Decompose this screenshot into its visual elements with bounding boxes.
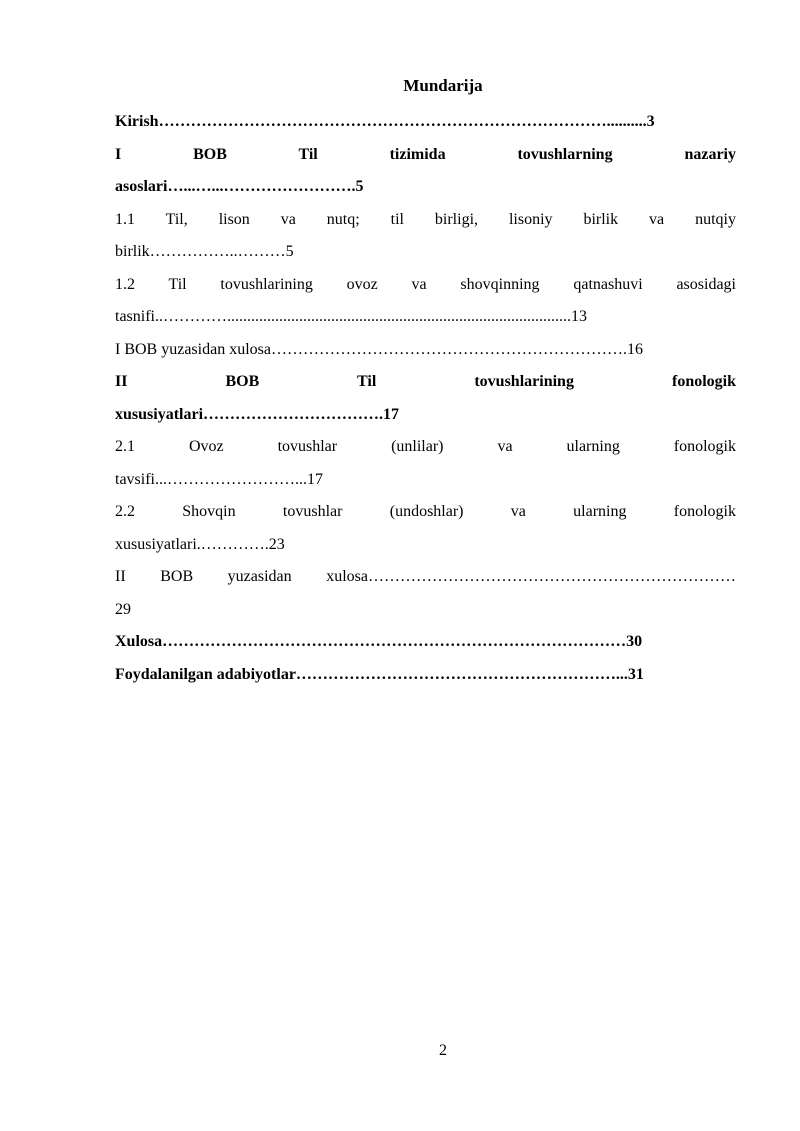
toc-line-7: tasnifi..…………......................................................................................13 [115, 308, 587, 325]
toc-line-5: birlik……………..………5 [115, 243, 294, 260]
toc-line-11: 2.1 Ovoz tovushlar (unlilar) va ularning fonologik [115, 438, 736, 455]
toc-line-13: 2.2 Shovqin tovushlar (undoshlar) va ularning fonologik [115, 503, 736, 520]
page-title: Mundarija [403, 76, 483, 95]
toc-line-16: 29 [115, 600, 131, 618]
toc-line-12: tavsifi...……………………...17 [115, 470, 323, 488]
table-of-contents [115, 106, 736, 691]
toc-line-9: II BOB Til tovushlarining fonologik [115, 373, 736, 390]
toc-line-18: Foydalanilgan adabiyotlar……………………………………………………...31 [115, 665, 644, 683]
toc-line-17: Xulosa……………………………………………………………………………30 [115, 633, 643, 650]
toc-line-14: xususiyatlari.………….23 [115, 535, 285, 553]
toc-line-3: asoslari…...…...…………………….5 [115, 178, 364, 195]
toc-line-4: 1.1 Til, lison va nutq; til birligi, lisoniy birlik va nutqiy [115, 210, 736, 228]
toc-line-15: II BOB yuzasidan xulosa…………………………………………………………… [115, 568, 736, 585]
toc-line-8: I BOB yuzasidan xulosa………………………………………………………….16 [115, 340, 643, 358]
toc-line-1: Kirish…………………………………………………………………………..........3 [115, 113, 655, 130]
toc-line-6: 1.2 Til tovushlarining ovoz va shovqinning qatnashuvi asosidagi [115, 275, 736, 293]
page-number: 2 [439, 1042, 447, 1059]
toc-line-10: xususiyatlari…………………………….17 [115, 405, 400, 423]
toc-line-2: I BOB Til tizimida tovushlarning nazariy [115, 145, 736, 163]
